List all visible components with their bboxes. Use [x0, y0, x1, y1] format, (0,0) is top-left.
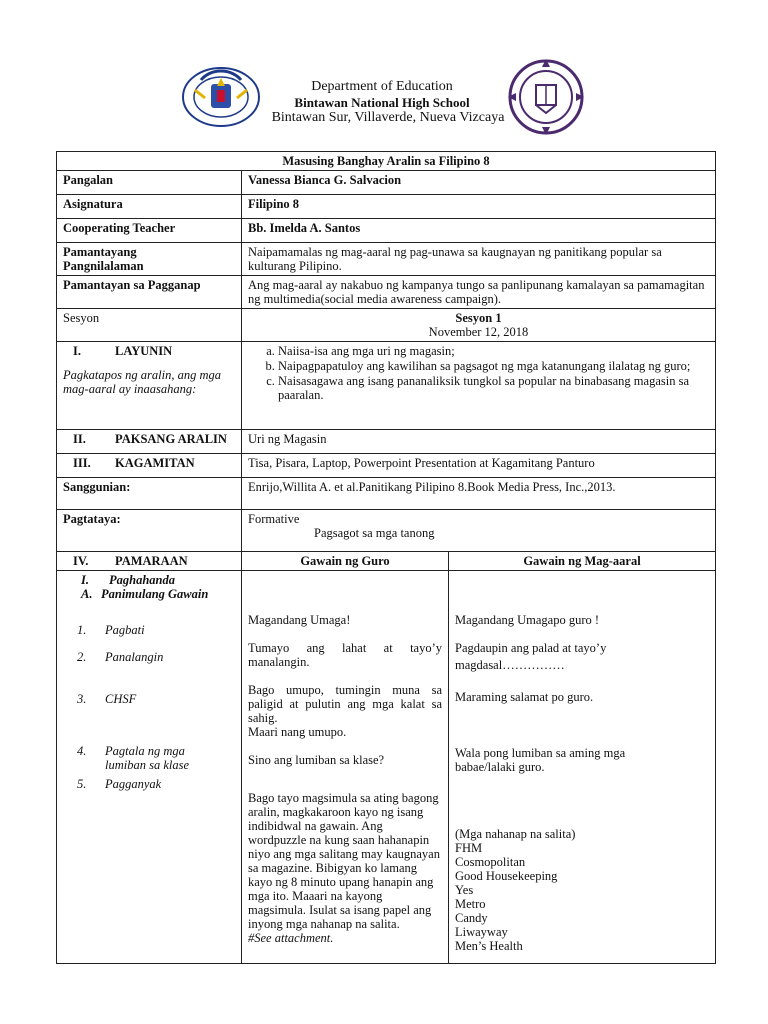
- school-seal-logo: [506, 57, 586, 137]
- letterhead: [0, 0, 768, 150]
- sesyon-value: Sesyon 1: [455, 311, 502, 325]
- sanggunian-value: Enrijo,Willita A. et al.Panitikang Pilipino 8.Book Media Press, Inc.,2013.: [242, 478, 716, 510]
- step-panalangin: 2. Panalangin: [77, 650, 164, 664]
- gawain-magaaral-cell: [449, 571, 716, 964]
- kagamitan-number: III.: [73, 456, 91, 470]
- objective-item: a. Naiisa-isa ang mga uri ng magasin;: [278, 344, 709, 358]
- guro-pagbati: Magandang Umaga!: [248, 613, 351, 627]
- sesyon-date: November 12, 2018: [428, 325, 529, 339]
- pangalan-label: Pangalan: [57, 171, 242, 195]
- paghahanda-number: I.: [81, 573, 89, 587]
- gawain-guro-cell: [242, 571, 449, 964]
- layunin-label-cell: [57, 342, 242, 430]
- objective-item: c. Naisasagawa ang isang pananaliksik tungkol sa popular na binabasang magasin sa paaralan.: [278, 374, 709, 402]
- school-name: Bintawan National High School: [294, 95, 470, 110]
- sanggunian-label: Sanggunian:: [57, 478, 242, 510]
- asignatura-value: Filipino 8: [242, 195, 716, 219]
- pangnilalaman-label-line1: Pamantayang: [63, 245, 137, 259]
- layunin-items-cell: [242, 342, 716, 430]
- paksa-heading: PAKSANG ARALIN: [115, 432, 227, 446]
- department-name: Department of Education: [311, 79, 453, 94]
- pamantayan-pagganap-value: Ang mag-aaral ay nakabuo ng kampanya tungo sa panlipunang kamalayan sa pamamagitan ng multimedia(social media awareness campaign).: [242, 276, 716, 309]
- nahanap-word: Candy: [455, 911, 488, 925]
- pangalan-value: Vanessa Bianca G. Salvacion: [242, 171, 716, 195]
- pagtataya-type: Formative: [248, 512, 300, 526]
- nahanap-word: Good Housekeeping: [455, 869, 558, 883]
- nahanap-word: Liwayway: [455, 925, 508, 939]
- column-header-guro: Gawain ng Guro: [242, 552, 449, 571]
- pagtataya-cell: [242, 510, 716, 552]
- step-pagbati: 1. Pagbati: [77, 623, 145, 637]
- guro-attachment-note: #See attachment.: [248, 931, 334, 945]
- paksa-value: Uri ng Magasin: [242, 430, 716, 454]
- nahanap-word: Metro: [455, 897, 486, 911]
- sesyon-label: Sesyon: [57, 309, 242, 342]
- layunin-intro: Pagkatapos ng aralin, ang mga mag-aaral ay inaasahang:: [63, 368, 221, 396]
- paksa-number: II.: [73, 432, 86, 446]
- pamaraan-label-cell: [57, 552, 242, 571]
- column-header-magaaral: Gawain ng Mag-aaral: [449, 552, 716, 571]
- sesyon-cell: [242, 309, 716, 342]
- cooperating-teacher-value: Bb. Imelda A. Santos: [242, 219, 716, 243]
- panimulang-heading: Panimulang Gawain: [101, 587, 209, 601]
- guro-panalangin: Tumayo ang lahat at tayo’y manalangin.: [248, 641, 442, 669]
- nahanap-word: Men’s Health: [455, 939, 523, 953]
- pamantayang-pangnilalaman-value: Naipamamalas ng mag-aaral ng pag-unawa sa kaugnayan ng panitikang popular sa kulturang Pilipino.: [242, 243, 716, 276]
- school-address: Bintawan Sur, Villaverde, Nueva Vizcaya: [271, 110, 505, 125]
- paghahanda-heading: Paghahanda: [109, 573, 175, 587]
- pamaraan-heading: PAMARAAN: [115, 554, 188, 568]
- nahanap-word: Yes: [455, 883, 474, 897]
- kagamitan-heading: KAGAMITAN: [115, 456, 195, 470]
- objectives-list: [248, 344, 709, 402]
- pamantayang-pangnilalaman-label: [57, 243, 242, 276]
- paksa-label-cell: [57, 430, 242, 454]
- guro-pagganyak: Bago tayo magsimula sa ating bagong aralin, magkakaroon kayo ng isang indibidwal na gawain. Ang wordpuzzle na kung saan hahanapin niyo ang mga salitang may kaugnayan sa magazine. Bibigyan ko lamang kayo ng 8 minuto upang hanapin ang mga ito. Maaari na kayong magsimula. Isulat sa isang papel ang inyong mga nahanap na salita.: [248, 791, 440, 931]
- pagtataya-label: Pagtataya:: [57, 510, 242, 552]
- magaaral-panalangin-line2: magdasal……………: [455, 658, 565, 672]
- cooperating-teacher-label: Cooperating Teacher: [57, 219, 242, 243]
- magaaral-pagbati: Magandang Umagapo guro !: [455, 613, 600, 627]
- pamaraan-number: IV.: [73, 554, 89, 568]
- objective-item: b. Naipagpapatuloy ang kawilihan sa pagsagot ng mga katanungang ilalatag ng guro;: [278, 359, 709, 373]
- step-chsf: 3. CHSF: [77, 692, 137, 706]
- guro-umupo: Maari nang umupo.: [248, 725, 347, 739]
- deped-seal-logo: [181, 66, 261, 128]
- magaaral-chsf: Maraming salamat po guro.: [455, 690, 594, 704]
- guro-chsf: Bago umupo, tumingin muna sa paligid at pulutin ang mga kalat sa sahig.: [248, 683, 442, 725]
- pamantayan-pagganap-label: Pamantayan sa Pagganap: [57, 276, 242, 309]
- pamaraan-steps-cell: [57, 571, 242, 964]
- kagamitan-label-cell: [57, 454, 242, 478]
- nahanap-word: Cosmopolitan: [455, 855, 526, 869]
- panimulang-number: A.: [81, 587, 93, 601]
- step-pagtala: 4. Pagtala ng mga lumiban sa klase: [77, 744, 190, 772]
- asignatura-label: Asignatura: [57, 195, 242, 219]
- kagamitan-value: Tisa, Pisara, Laptop, Powerpoint Presentation at Kagamitang Panturo: [242, 454, 716, 478]
- nahanap-word: FHM: [455, 841, 483, 855]
- nahanap-heading: (Mga nahanap na salita): [455, 827, 576, 841]
- lesson-plan-table: [56, 151, 716, 964]
- pagtataya-description: Pagsagot sa mga tanong: [314, 526, 435, 540]
- layunin-heading: LAYUNIN: [115, 344, 173, 358]
- magaaral-pagtala: Wala pong lumiban sa aming mga babae/lalaki guro.: [455, 746, 626, 774]
- nahanap-words-list: [455, 841, 709, 953]
- guro-pagtala: Sino ang lumiban sa klase?: [248, 753, 385, 767]
- magaaral-panalangin-line1: Pagdaupin ang palad at tayo’y: [455, 641, 607, 655]
- pangnilalaman-label-line2: Pangnilalaman: [63, 259, 144, 273]
- lesson-plan-title: Masusing Banghay Aralin sa Filipino 8: [57, 152, 716, 171]
- step-pagganyak: 5. Pagganyak: [77, 777, 162, 791]
- layunin-number: I.: [73, 344, 81, 358]
